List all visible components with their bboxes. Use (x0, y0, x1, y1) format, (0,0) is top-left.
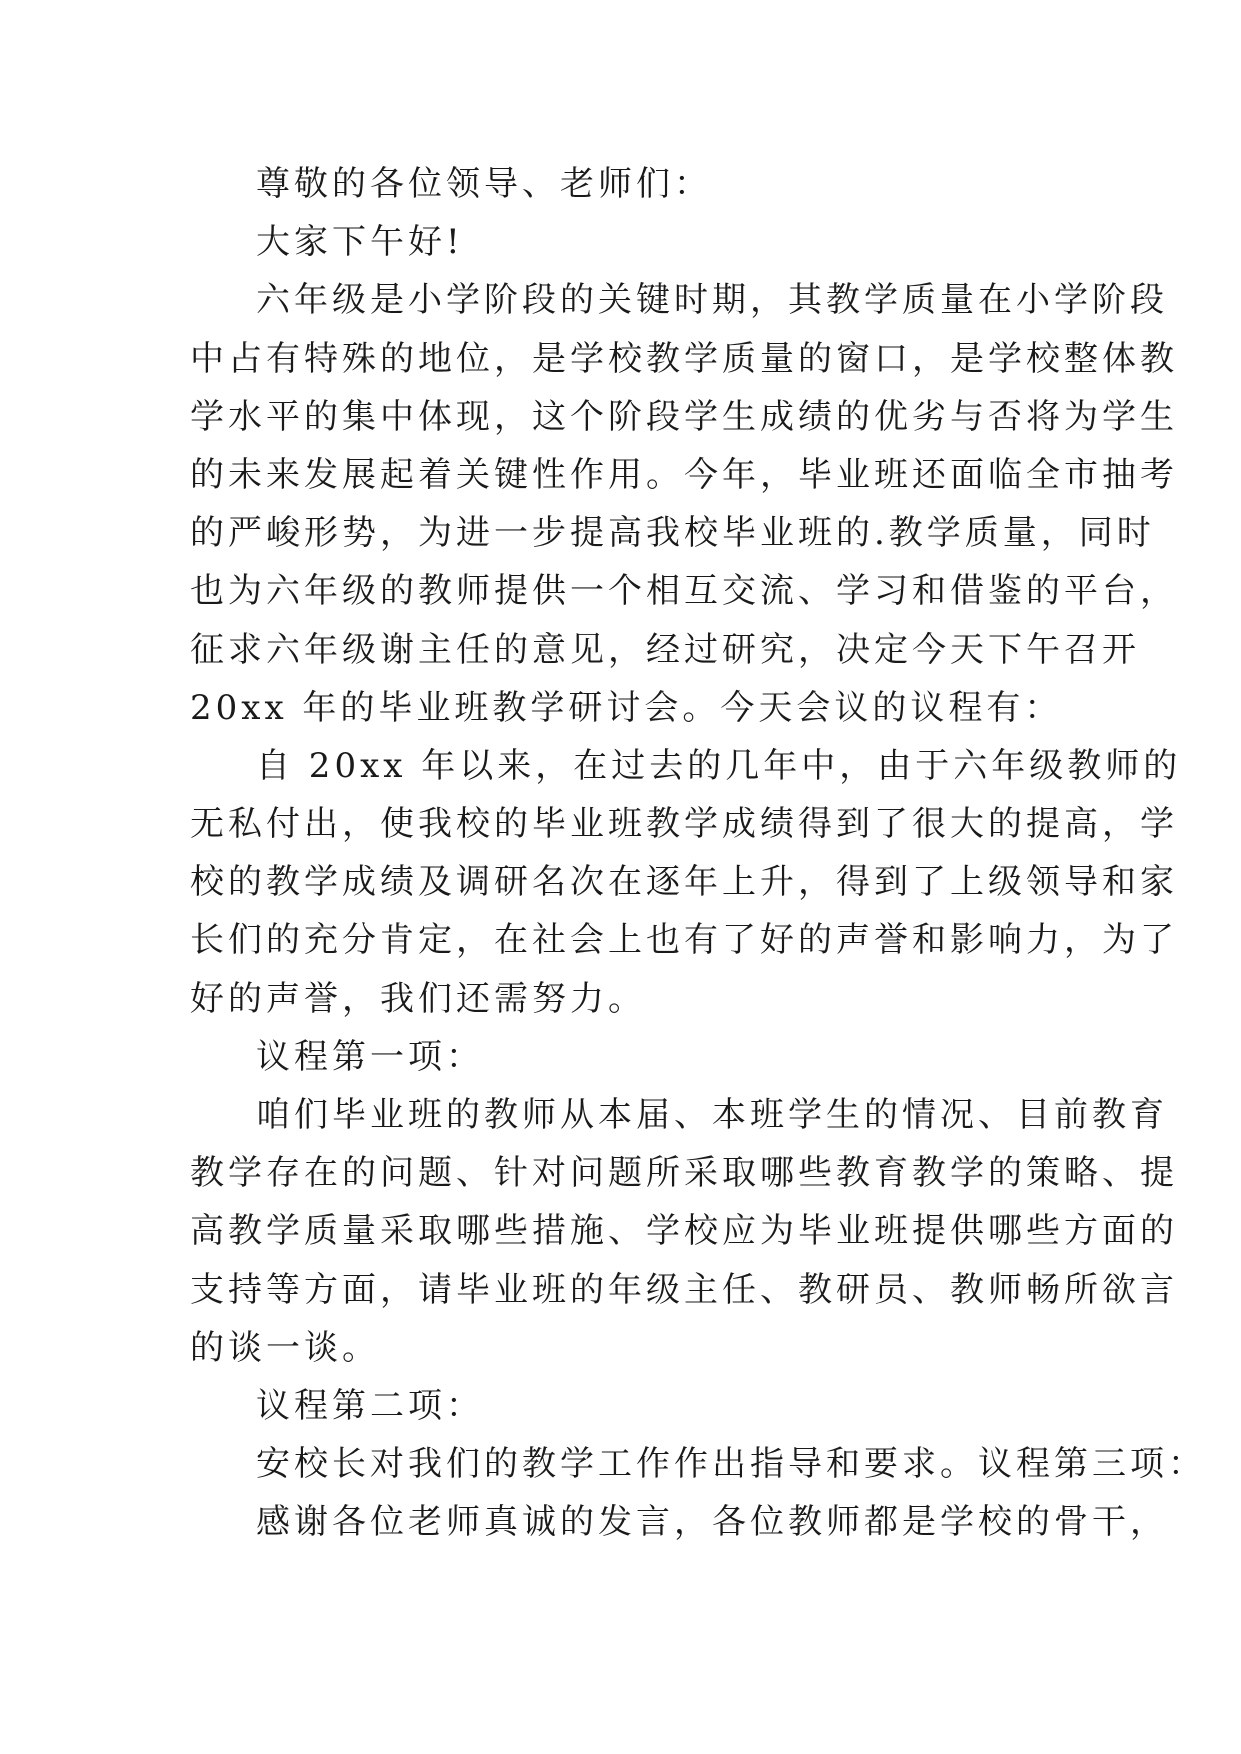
text-line: 校的教学成绩及调研名次在逐年上升，得到了上级领导和家 (190, 862, 1178, 903)
text-line: 议程第二项： (256, 1385, 484, 1426)
text-line: 也为六年级的教师提供一个相互交流、学习和借鉴的平台， (190, 571, 1178, 612)
text-line: 好的声誉，我们还需努力。 (190, 978, 646, 1019)
document-body (190, 155, 1206, 1552)
text-line: 无私付出，使我校的毕业班教学成绩得到了很大的提高，学 (190, 804, 1178, 845)
text-line: 支持等方面，请毕业班的年级主任、教研员、教师畅所欲言 (190, 1269, 1178, 1310)
text-line: 大家下午好! (256, 222, 464, 263)
text-line: 自 20xx 年以来，在过去的几年中，由于六年级教师的 (256, 745, 1182, 786)
text-line: 中占有特殊的地位，是学校教学质量的窗口，是学校整体教 (190, 338, 1178, 379)
text-line: 教学存在的问题、针对问题所采取哪些教育教学的策略、提 (190, 1153, 1178, 1194)
text-line: 感谢各位老师真诚的发言，各位教师都是学校的骨干， (256, 1502, 1168, 1543)
text-line: 尊敬的各位领导、老师们： (256, 164, 712, 204)
text-line: 安校长对我们的教学工作作出指导和要求。议程第三项： (256, 1444, 1206, 1485)
text-line: 的谈一谈。 (190, 1327, 380, 1368)
text-line: 长们的充分肯定，在社会上也有了好的声誉和影响力，为了 (190, 920, 1178, 961)
text-line: 咱们毕业班的教师从本届、本班学生的情况、目前教育 (256, 1095, 1168, 1135)
text-line: 学水平的集中体现，这个阶段学生成绩的优劣与否将为学生 (190, 396, 1178, 437)
text-line: 高教学质量采取哪些措施、学校应为毕业班提供哪些方面的 (190, 1211, 1178, 1252)
text-line: 20xx 年的毕业班教学研讨会。今天会议的议程有： (190, 687, 1063, 728)
text-line: 六年级是小学阶段的关键时期，其教学质量在小学阶段 (256, 280, 1168, 321)
text-line: 议程第一项： (256, 1036, 484, 1077)
text-line: 的严峻形势，为进一步提高我校毕业班的.教学质量，同时 (190, 513, 1155, 554)
text-line: 的未来发展起着关键性作用。今年，毕业班还面临全市抽考 (190, 454, 1178, 495)
text-line: 征求六年级谢主任的意见，经过研究，决定今天下午召开 (190, 629, 1140, 670)
